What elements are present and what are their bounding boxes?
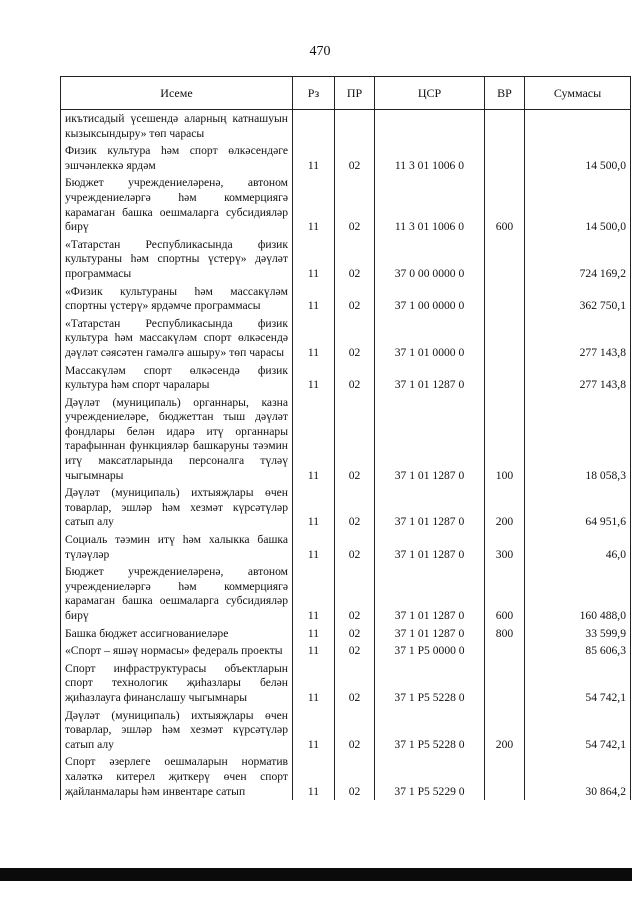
cell-csr: 37 1 P5 5229 0 [375, 753, 485, 800]
cell-csr: 37 1 01 0000 0 [375, 315, 485, 362]
cell-rz: 11 [293, 707, 335, 754]
cell-pr: 02 [335, 660, 375, 707]
table-row [61, 110, 631, 143]
cell-amount: 54 742,1 [525, 660, 631, 707]
cell-vr [485, 315, 525, 362]
cell-name: Спорт инфраструктурасы объектларын спорт технологик җиһазлары белән җиһазлауга финанслашу чыгымнары [61, 660, 293, 707]
cell-rz: 11 [293, 625, 335, 643]
cell-amount: 160 488,0 [525, 563, 631, 624]
cell-csr: 37 1 P5 5228 0 [375, 660, 485, 707]
table-row [61, 283, 631, 315]
table-row [61, 236, 631, 283]
cell-vr [485, 362, 525, 394]
header-csr: ЦСР [375, 77, 485, 110]
cell-amount: 33 599,9 [525, 625, 631, 643]
scan-bottom-border [0, 868, 632, 881]
cell-vr [485, 660, 525, 707]
cell-pr: 02 [335, 174, 375, 235]
cell-name: Физик культура һәм спорт өлкәсендәге эшчәнлеккә ярдәм [61, 142, 293, 174]
cell-csr: 11 3 01 1006 0 [375, 142, 485, 174]
budget-table [60, 76, 631, 800]
cell-vr [485, 110, 525, 143]
cell-csr: 37 1 01 1287 0 [375, 531, 485, 563]
cell-csr: 37 1 01 1287 0 [375, 563, 485, 624]
cell-name: Башка бюджет ассигнованиеләре [61, 625, 293, 643]
cell-name: икътисадый үсешендә аларның катнашуын кызыксындыру» төп чарасы [61, 110, 293, 143]
table-row [61, 753, 631, 800]
cell-name: Дәүләт (муниципаль) органнары, казна учреждениеләре, бюджеттан тыш дәүләт фондлары белән идарә итү органнары тарафыннан функцияләр башкаруны тәэмин итү максатларында персоналга түләү чыгымнары [61, 394, 293, 485]
cell-csr: 37 1 01 1287 0 [375, 394, 485, 485]
cell-name: Дәүләт (муниципаль) ихтыяҗлары өчен товарлар, эшләр һәм хезмәт күрсәтүләр сатып алу [61, 484, 293, 531]
cell-name: Бюджет учреждениеләренә, автоном учреждениеләргә һәм коммерциягә карамаган башка оешмаларга субсидияләр бирү [61, 563, 293, 624]
cell-pr: 02 [335, 394, 375, 485]
cell-vr: 800 [485, 625, 525, 643]
cell-rz: 11 [293, 753, 335, 800]
cell-vr [485, 642, 525, 660]
cell-csr: 37 1 01 1287 0 [375, 625, 485, 643]
table-row [61, 660, 631, 707]
header-pr: ПР [335, 77, 375, 110]
cell-name: Социаль тәэмин итү һәм халыкка башка түләүләр [61, 531, 293, 563]
cell-pr: 02 [335, 484, 375, 531]
cell-rz [293, 110, 335, 143]
cell-rz: 11 [293, 531, 335, 563]
table-row [61, 484, 631, 531]
cell-name: «Татарстан Республикасында физик культура һәм массакүләм спорт өлкәсендә дәүләт сәясәтен гамәлгә ашыру» төп чарасы [61, 315, 293, 362]
cell-vr: 600 [485, 174, 525, 235]
table-row [61, 315, 631, 362]
cell-amount: 362 750,1 [525, 283, 631, 315]
cell-pr: 02 [335, 642, 375, 660]
cell-pr: 02 [335, 531, 375, 563]
cell-name: Бюджет учреждениеләренә, автоном учреждениеләргә һәм коммерциягә карамаган башка оешмаларга субсидияләр бирү [61, 174, 293, 235]
table-row [61, 707, 631, 754]
cell-pr: 02 [335, 753, 375, 800]
cell-csr: 37 1 01 1287 0 [375, 484, 485, 531]
cell-amount: 14 500,0 [525, 174, 631, 235]
cell-rz: 11 [293, 563, 335, 624]
table-row [61, 142, 631, 174]
cell-csr: 37 1 00 0000 0 [375, 283, 485, 315]
table-row [61, 563, 631, 624]
table-row [61, 531, 631, 563]
cell-pr [335, 110, 375, 143]
cell-name: Спорт әзерлеге оешмаларын норматив халәткә китерел җиткерү өчен спорт җайланмалары һәм инвентаре сатып [61, 753, 293, 800]
cell-csr: 37 1 01 1287 0 [375, 362, 485, 394]
cell-pr: 02 [335, 236, 375, 283]
cell-vr: 200 [485, 707, 525, 754]
cell-vr [485, 236, 525, 283]
cell-pr: 02 [335, 362, 375, 394]
cell-pr: 02 [335, 315, 375, 362]
cell-amount [525, 110, 631, 143]
cell-csr: 37 1 P5 5228 0 [375, 707, 485, 754]
cell-amount: 46,0 [525, 531, 631, 563]
cell-name: «Физик культураны һәм массакүләм спортны үстерү» ярдәмче программасы [61, 283, 293, 315]
cell-amount: 85 606,3 [525, 642, 631, 660]
cell-pr: 02 [335, 142, 375, 174]
cell-rz: 11 [293, 283, 335, 315]
table-row [61, 642, 631, 660]
cell-amount: 64 951,6 [525, 484, 631, 531]
header-name: Исеме [61, 77, 293, 110]
cell-name: «Татарстан Республикасында физик культураны һәм спортны үстерү» дәүләт программасы [61, 236, 293, 283]
cell-pr: 02 [335, 563, 375, 624]
cell-pr: 02 [335, 625, 375, 643]
cell-rz: 11 [293, 642, 335, 660]
header-amount: Суммасы [525, 77, 631, 110]
table-row [61, 362, 631, 394]
cell-rz: 11 [293, 394, 335, 485]
cell-vr [485, 283, 525, 315]
cell-rz: 11 [293, 174, 335, 235]
page-number: 470 [309, 44, 331, 59]
cell-vr: 100 [485, 394, 525, 485]
cell-rz: 11 [293, 362, 335, 394]
cell-vr: 600 [485, 563, 525, 624]
cell-name: Дәүләт (муниципаль) ихтыяҗлары өчен товарлар, эшләр һәм хезмәт күрсәтүләр сатып алу [61, 707, 293, 754]
cell-rz: 11 [293, 315, 335, 362]
cell-pr: 02 [335, 283, 375, 315]
cell-amount: 277 143,8 [525, 362, 631, 394]
cell-rz: 11 [293, 142, 335, 174]
cell-amount: 30 864,2 [525, 753, 631, 800]
table-row [61, 394, 631, 485]
cell-vr [485, 753, 525, 800]
header-rz: Рз [293, 77, 335, 110]
cell-amount: 18 058,3 [525, 394, 631, 485]
cell-name: «Спорт – яшәү нормасы» федераль проекты [61, 642, 293, 660]
cell-amount: 14 500,0 [525, 142, 631, 174]
table-row [61, 174, 631, 235]
cell-rz: 11 [293, 660, 335, 707]
cell-csr [375, 110, 485, 143]
header-vr: ВР [485, 77, 525, 110]
cell-amount: 54 742,1 [525, 707, 631, 754]
table-body [61, 110, 631, 801]
cell-pr: 02 [335, 707, 375, 754]
header-row [61, 77, 631, 110]
cell-amount: 277 143,8 [525, 315, 631, 362]
cell-vr: 200 [485, 484, 525, 531]
cell-name: Массакүләм спорт өлкәсендә физик культура һәм спорт чаралары [61, 362, 293, 394]
cell-csr: 37 0 00 0000 0 [375, 236, 485, 283]
cell-csr: 37 1 P5 0000 0 [375, 642, 485, 660]
cell-rz: 11 [293, 484, 335, 531]
cell-rz: 11 [293, 236, 335, 283]
cell-amount: 724 169,2 [525, 236, 631, 283]
cell-csr: 11 3 01 1006 0 [375, 174, 485, 235]
cell-vr [485, 142, 525, 174]
cell-vr: 300 [485, 531, 525, 563]
table-row [61, 625, 631, 643]
